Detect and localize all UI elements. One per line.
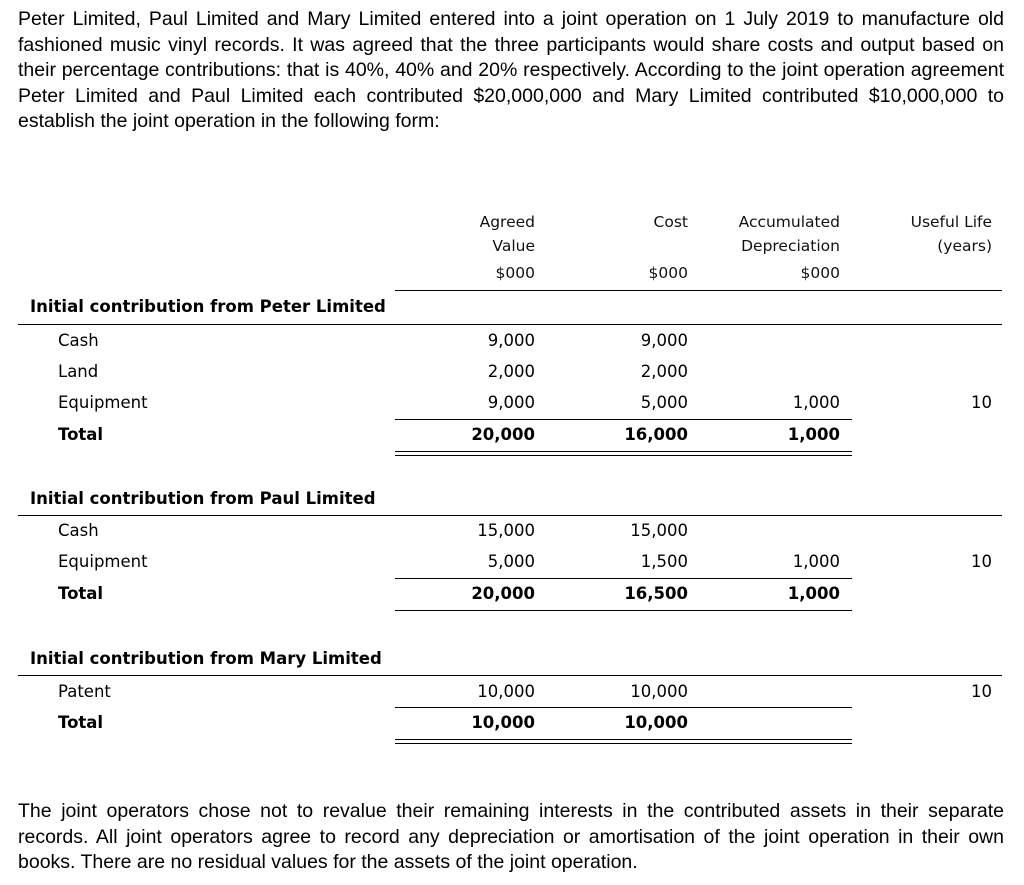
row-agreed-value: 15,000 — [477, 521, 535, 540]
header-accumulated-line1: Accumulated — [738, 213, 840, 231]
header-useful-life-line1: Useful Life — [910, 213, 992, 231]
row-accumulated-depreciation: 1,000 — [792, 393, 840, 412]
row-agreed-value: 10,000 — [477, 682, 535, 701]
total-accumulated-depreciation-peter: 1,000 — [787, 425, 840, 444]
total-label-paul: Total — [58, 584, 104, 603]
header-accumulated-line2: Depreciation — [741, 237, 840, 255]
row-agreed-value: 9,000 — [487, 331, 535, 350]
section-title-paul: Initial contribution from Paul Limited — [30, 489, 376, 508]
header-agreed-line2: Value — [492, 237, 535, 255]
header-agreed-line1: Agreed — [479, 213, 535, 231]
row-accumulated-depreciation: 1,000 — [792, 552, 840, 571]
header-cost-unit: $000 — [648, 264, 688, 282]
section-title-mary: Initial contribution from Mary Limited — [30, 649, 382, 668]
subtotal-rule-peter — [395, 419, 852, 420]
row-label: Equipment — [58, 552, 148, 571]
header-agreed-unit: $000 — [495, 264, 535, 282]
subtotal-rule-mary — [395, 707, 852, 708]
total-agreed-value-paul: 20,000 — [471, 584, 535, 603]
row-useful-life: 10 — [971, 552, 992, 571]
header-useful-life-line2: (years) — [937, 237, 992, 255]
total-label-peter: Total — [58, 425, 104, 444]
double-rule-mary — [395, 739, 852, 744]
row-label: Land — [58, 362, 99, 381]
total-cost-mary: 10,000 — [624, 713, 688, 732]
row-label: Patent — [58, 682, 111, 701]
row-cost: 15,000 — [630, 521, 688, 540]
row-agreed-value: 2,000 — [487, 362, 535, 381]
double-rule-peter — [395, 451, 852, 456]
row-cost: 5,000 — [640, 393, 688, 412]
row-label: Cash — [58, 521, 99, 540]
row-cost: 2,000 — [640, 362, 688, 381]
row-cost: 10,000 — [630, 682, 688, 701]
section-rule-paul — [18, 515, 1002, 516]
header-rule — [395, 290, 1002, 291]
total-label-mary: Total — [58, 713, 104, 732]
total-agreed-value-mary: 10,000 — [471, 713, 535, 732]
row-cost: 1,500 — [640, 552, 688, 571]
intro-paragraph: Peter Limited, Paul Limited and Mary Limited entered into a joint operation on 1 July 2019 to manufacture old fashioned music vinyl records. It was agreed that the three participants would share costs and output based on their percentage contributions: that is 40%, 40% and 20% respectively. According to the joint operation agreement Peter Limited and Paul Limited each contributed $20,000,000 and Mary Limited contributed $10,000,000 to establish the joint operation in the following form: — [18, 8, 1004, 133]
row-cost: 9,000 — [640, 331, 688, 350]
section-rule-peter — [18, 324, 1002, 325]
total-cost-paul: 16,500 — [624, 584, 688, 603]
row-useful-life: 10 — [971, 393, 992, 412]
subtotal-rule-paul — [395, 578, 852, 579]
row-agreed-value: 5,000 — [487, 552, 535, 571]
closing-rule-paul — [395, 610, 852, 611]
total-cost-peter: 16,000 — [624, 425, 688, 444]
row-useful-life: 10 — [971, 682, 992, 701]
header-cost: Cost — [653, 213, 688, 231]
header-accumulated-unit: $000 — [800, 264, 840, 282]
total-agreed-value-peter: 20,000 — [471, 425, 535, 444]
row-agreed-value: 9,000 — [487, 393, 535, 412]
section-rule-mary — [18, 675, 1002, 676]
section-title-peter: Initial contribution from Peter Limited — [30, 297, 386, 316]
closing-paragraph: The joint operators chose not to revalue their remaining interests in the contributed assets in their separate records. All joint operators agree to record any depreciation or amortisation of the joint operation in their own books. There are no residual values for the assets of the joint operation. — [18, 800, 1004, 874]
row-label: Cash — [58, 331, 99, 350]
total-accumulated-depreciation-paul: 1,000 — [787, 584, 840, 603]
row-label: Equipment — [58, 393, 148, 412]
